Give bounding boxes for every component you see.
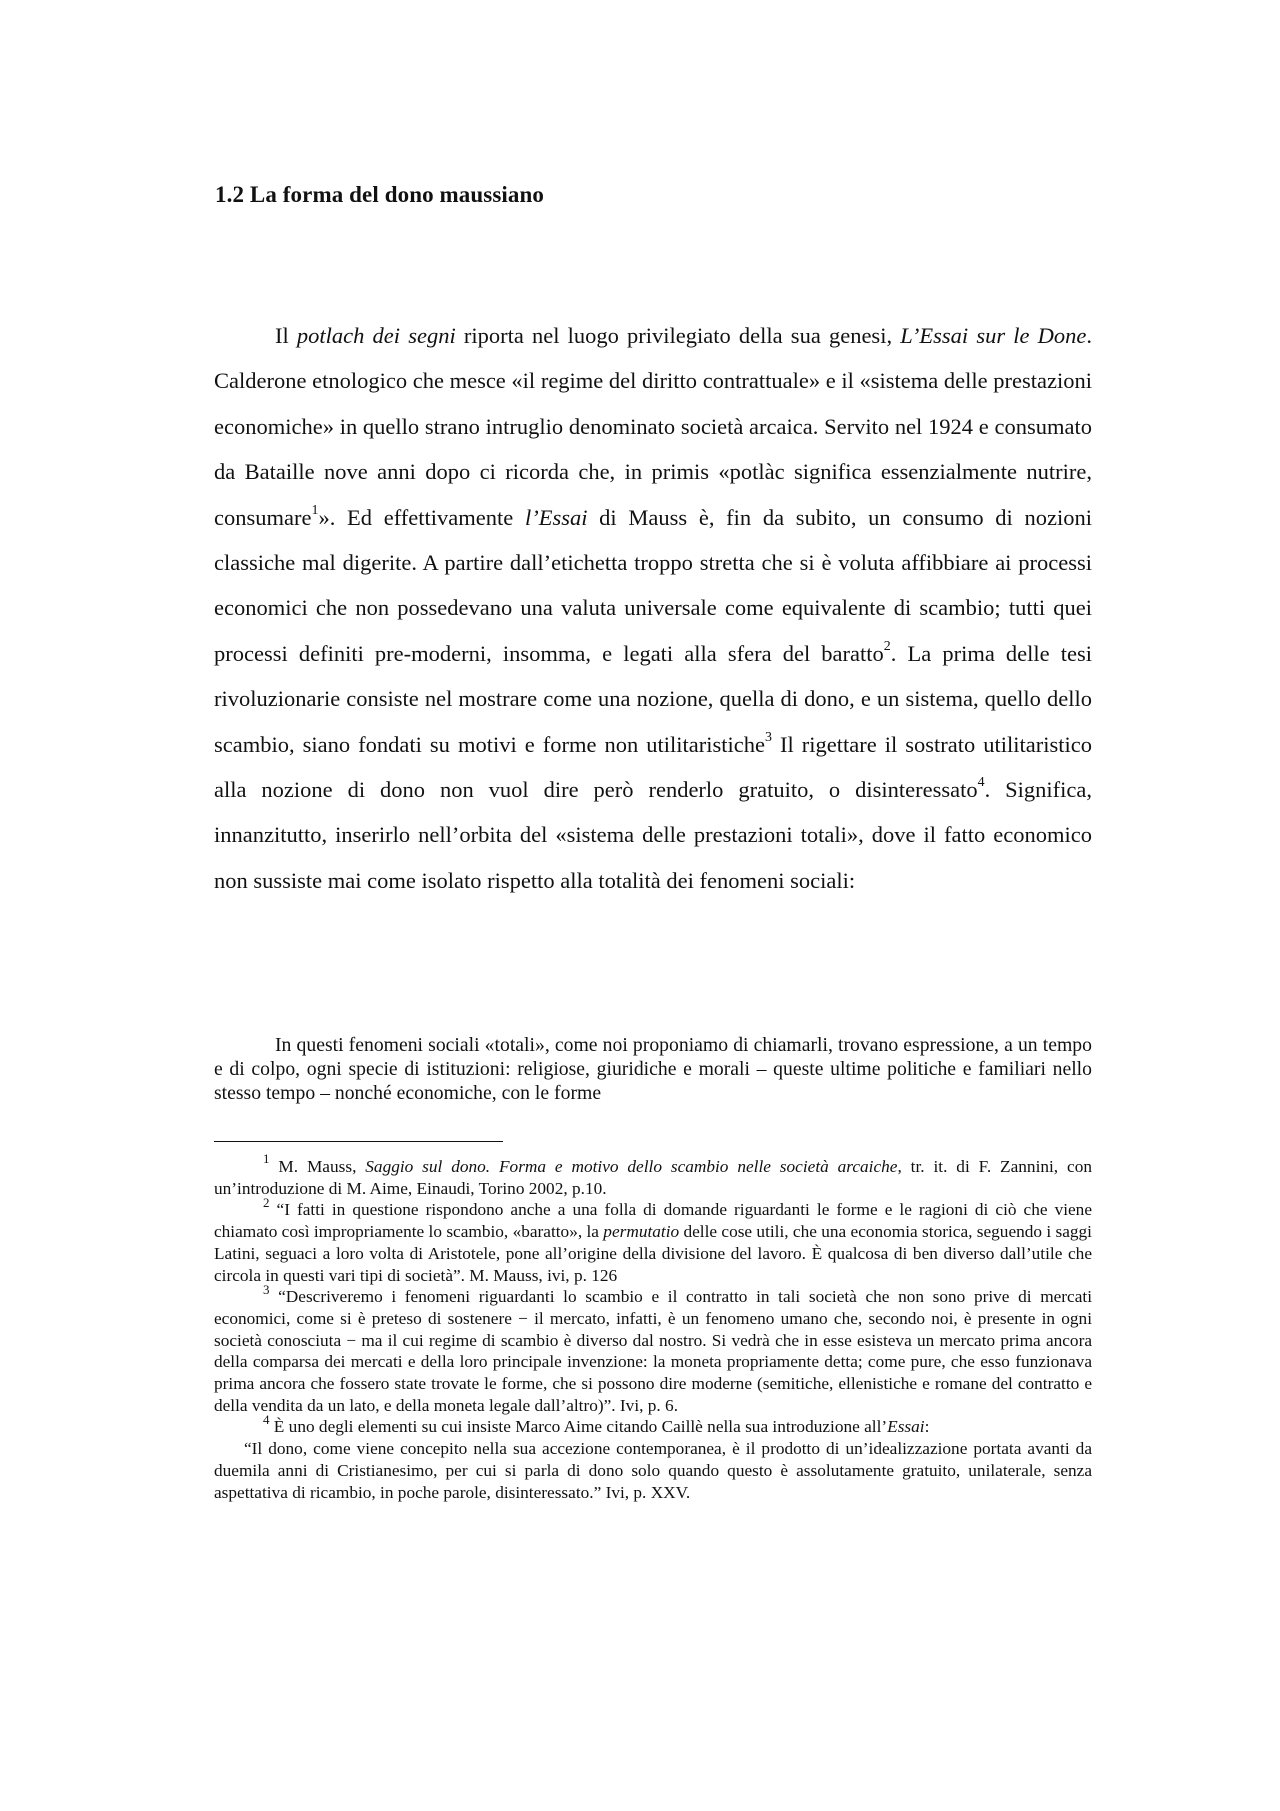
italic-term: potlach dei segni [296, 323, 456, 348]
footnote-italic: Saggio sul dono. Forma e motivo dello scambio nelle società arcaiche [365, 1157, 898, 1176]
text-segment: di Mauss è, fin da subito, un consumo di nozioni classiche mal digerite. A partire dall’etichetta troppo stretta che si è voluta affibbiare ai processi economici che non possedevano una valuta universale come equivalente di scambio; tutti quei processi definiti pre-moderni, insomma, e legati alla sfera del baratto [214, 504, 1093, 666]
footnote-text: delle cose utili, che una economia storica, seguendo i saggi Latini, seguaci a loro volta di Aristotele, pone all’origine della divisione del lavoro. È qualcosa di ben diverso dall’utile che circola in questi vari tipi di società”. M. Mauss, ivi, p. 126 [214, 1222, 1092, 1285]
footnote-text: “Descriveremo i fenomeni riguardanti lo scambio e il contratto in tali società che non sono prive di mercati economici, come si è preteso di sostenere − il mercato, infatti, è un fenomeno umano che, secondo noi, è presente in ogni società conosciuta − ma il cui regime di scambio è diverso dal nostro. Si vedrà che in esse esisteva un mercato prima ancora della comparsa dei mercati e della loro principale invenzione: la moneta propriamente detta; come pure, che esso funzionava prima ancora che fossero state trovate le forme, che si possono dire moderne (semitiche, ellenistiche e romane del contratto e della vendita da un lato, e della moneta legale dall’altro)”. Ivi, p. 6. [214, 1287, 1092, 1415]
footnote-2 [214, 1194, 1092, 1286]
text-segment: Il [275, 323, 297, 348]
body-paragraph [214, 313, 1092, 903]
footnote-ref-2[interactable]: 2 [883, 639, 891, 655]
text-segment: riporta nel luogo privilegiato della sua genesi, [455, 323, 901, 348]
footnotes [214, 1151, 1092, 1503]
text-segment: . La prima delle tesi rivoluzionarie consiste nel mostrare come una nozione, quella di dono, e un sistema, quello dello scambio, siano fondati su motivi e forme non utilitaristiche [214, 640, 1093, 757]
footnote-number: 1 [263, 1151, 270, 1167]
footnote-ref-1[interactable]: 1 [311, 503, 319, 519]
footnote-text: : [924, 1417, 930, 1437]
italic-title: l’Essai [524, 504, 588, 530]
footnote-3 [214, 1281, 1092, 1416]
text-segment: ». Ed effettivamente [318, 504, 525, 530]
text-segment: Il rigettare il sostrato utilitaristico alla nozione di dono non vuol dire però renderlo gratuito, o disinteressato [214, 731, 1092, 803]
footnote-italic: Essai [887, 1417, 925, 1437]
footnote-italic: permutatio [603, 1222, 680, 1242]
footnote-ref-4[interactable]: 4 [977, 775, 985, 791]
footnote-separator [214, 1141, 503, 1142]
footnote-4-quote: “Il dono, come viene concepito nella sua accezione contemporanea, è il prodotto di un’idealizzazione portata avanti da duemila anni di Cristianesimo, per cui si parla di dono solo quando questo è assolutamente gratuito, unilaterale, senza aspettativa di ricambio, in poche parole, disinteressato.” Ivi, p. XXV. [214, 1439, 1092, 1502]
footnote-1 [214, 1151, 1092, 1199]
footnote-text: M. Mauss, [269, 1157, 366, 1176]
section-heading: 1.2 La forma del dono maussiano [215, 182, 544, 207]
footnote-number: 4 [263, 1411, 270, 1427]
footnote-text: “I fatti in questione rispondono anche a una folla di domande riguardanti le forme e le ragioni di ciò che viene chiamato così impropriamente lo scambio, «baratto», la [214, 1200, 1092, 1242]
text-segment: . Calderone etnologico che mesce «il regime del diritto contrattuale» e il «sistema delle prestazioni economiche» in quello strano intruglio denominato società arcaica. Servito nel 1924 e consumato da Bataille nove anni dopo ci ricorda che, in primis «potlàc significa essenzialmente nutrire, consumare [214, 323, 1092, 530]
block-quote: In questi fenomeni sociali «totali», come noi proponiamo di chiamarli, trovano espressione, a un tempo e di colpo, ogni specie di istituzioni: religiose, giuridiche e morali – queste ultime politiche e familiari nello stesso tempo – nonché economiche, con le forme [214, 1034, 1092, 1104]
italic-title: L’Essai sur le Done [900, 323, 1087, 348]
footnote-number: 2 [263, 1194, 270, 1210]
footnote-text: , tr. it. di F. Zannini, con un’introduzione di M. Aime, Einaudi, Torino 2002, p.10. [214, 1157, 1092, 1198]
footnote-text: È uno degli elementi su cui insiste Marco Aime citando Caillè nella sua introduzione all’ [269, 1417, 888, 1437]
footnote-ref-3[interactable]: 3 [764, 730, 772, 746]
text-segment: . Significa, innanzitutto, inserirlo nell’orbita del «sistema delle prestazioni totali», dove il fatto economico non sussiste mai come isolato rispetto alla totalità dei fenomeni sociali: [214, 777, 1092, 893]
footnote-4 [214, 1411, 1092, 1438]
footnote-number: 3 [263, 1281, 270, 1297]
